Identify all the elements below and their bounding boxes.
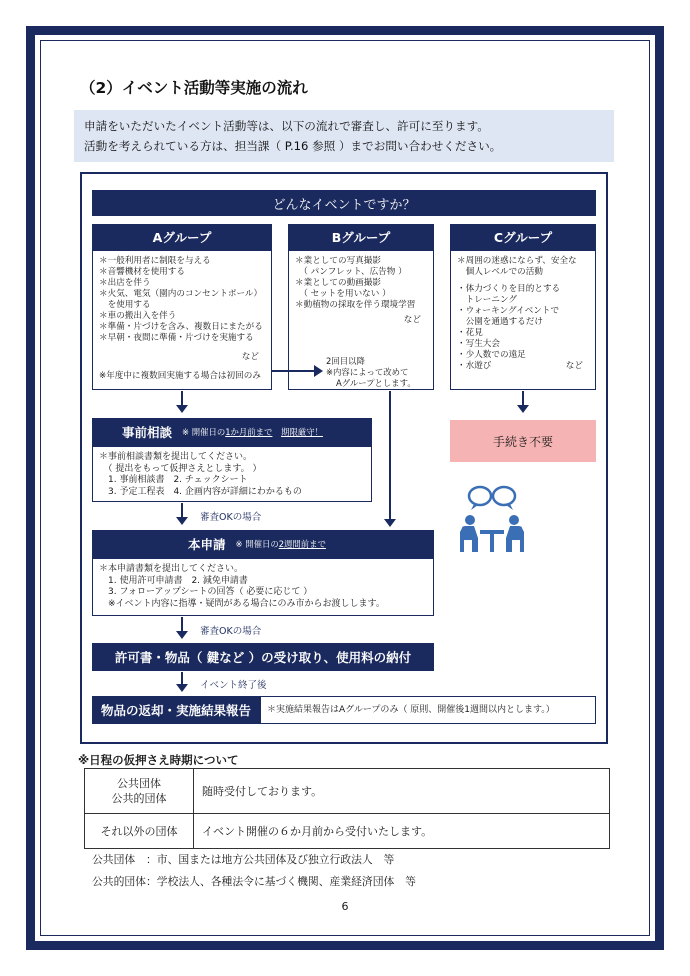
repeat-note-line: ※内容によって改めて [326, 367, 409, 377]
main-apply-note [236, 538, 326, 550]
group-c-line: ・少人数での遠足 [457, 350, 526, 360]
group-c-line: 公園を通過するだけ [457, 317, 543, 327]
definition-line-1: 公共団体 ：市、国または地方公共団体及び独立行政法人 等 [92, 853, 395, 866]
group-a-line: ＊準備・片づけを含み、複数日にまたがる [99, 322, 263, 332]
group-a-line: ＊一般利用者に制限を与える [99, 256, 211, 266]
main-apply-title: 本申請 [188, 537, 226, 552]
group-c-line: ・ウォーキングイベントで [457, 306, 560, 316]
permit-bar: 許可書・物品（ 鍵など ）の受け取り、使用料の納付 [92, 643, 434, 671]
pre-consult-note-prefix: ※ 開催日の [182, 427, 226, 437]
group-c-line: ＊周囲の迷惑にならず、安全な [457, 256, 577, 266]
table-value: 随時受付しております。 [194, 769, 610, 814]
group-b-line: ＊動植物の採取を伴う環境学習 [295, 300, 416, 310]
repeat-arrow-head [314, 365, 323, 377]
group-c-line: トレーニング [457, 295, 517, 305]
group-c-header: Cグループ [450, 224, 596, 250]
group-c-line: ・花見 [457, 328, 483, 338]
group-a-note: ※年度中に複数回実施する場合は初回のみ [99, 371, 261, 381]
review-ok-label-2: 審査OKの場合 [200, 626, 262, 637]
question-header: どんなイベントですか？ [92, 190, 596, 216]
pre-consult-line: ＊事前相談書類を提出してください。 [99, 452, 253, 462]
group-a-line: ＊出店を伴う [99, 278, 151, 288]
arrow-c-head [517, 405, 529, 413]
table-value: イベント開催の６か月前から受付いたします。 [194, 814, 610, 849]
return-note: ＊実施結果報告はAグループのみ（ 原則、開催後1週間以内とします。） [260, 696, 596, 724]
arrow-review-1-head [176, 517, 188, 525]
table-key [85, 769, 194, 814]
main-apply-line: 3. フォローアップシートの回答（ 必要に応じて ） [99, 587, 313, 597]
main-apply-note-period: 2週間前まで [278, 539, 326, 549]
group-b-line: （ パンフレット、広告物 ） [295, 267, 407, 277]
repeat-note [326, 356, 416, 389]
group-b-line: ＊業としての写真撮影 [295, 256, 381, 266]
group-c-box [450, 250, 596, 390]
group-a-line: を使用する [99, 300, 151, 310]
group-a-etc: など [241, 352, 259, 362]
page-number: 6 [341, 900, 349, 913]
group-b-header: Bグループ [288, 224, 434, 250]
group-b-line: ＊業としての動画撮影 [295, 278, 381, 288]
group-a-line: ＊火気、電気（園内のコンセントポール） [99, 289, 263, 299]
group-c-line: ・体力づくりを目的とする [457, 284, 561, 294]
pre-consult-note [182, 426, 323, 438]
group-c-line: 個人レベルでの活動 [457, 267, 543, 277]
repeat-note-line: 2回目以降 [326, 356, 365, 366]
group-a-header: Aグループ [92, 224, 272, 250]
arrow-review-2-head [176, 631, 188, 639]
no-procedure-box: 手続き不要 [450, 420, 596, 462]
group-c-etc: など [565, 361, 583, 371]
event-end-label: イベント終了後 [200, 680, 267, 691]
group-b-line: （ セットを用いない ） [295, 289, 391, 299]
group-a-line: ＊早朝・夜間に準備・片づけを実施する [99, 333, 254, 343]
group-a-box [92, 250, 272, 390]
meeting-people-icon [456, 482, 536, 554]
pre-consult-header [92, 418, 372, 446]
main-apply-line: 1. 使用許可申請書 2. 減免申請書 [99, 575, 248, 586]
group-a-line: ＊音響機材を使用する [99, 267, 185, 277]
table-key: それ以外の団体 [85, 814, 194, 849]
pre-consult-line: 1. 事前相談書 2. チェックシート [99, 475, 248, 485]
group-b-etc: など [403, 315, 421, 325]
main-apply-line: ※イベント内容に指導・疑問がある場合にのみ市からお渡しします。 [99, 598, 385, 609]
notice-title: ※日程の仮押さえ時期について [78, 753, 239, 767]
arrow-event-end-head [176, 684, 188, 692]
repeat-arrow-line [272, 370, 316, 372]
review-ok-label-1: 審査OKの場合 [200, 512, 262, 523]
main-apply-note-prefix: ※ 開催日の [235, 539, 279, 549]
arrow-b-line [389, 391, 391, 521]
arrow-b-head [384, 519, 396, 527]
main-apply-line: ＊本申請書類を提出してください。 [99, 564, 244, 574]
table-row [85, 769, 610, 814]
section-title: （2）イベント活動等実施の流れ [80, 79, 308, 97]
definition-line-2: 公共的団体：学校法人、各種法令に基づく機関、産業経済団体 等 [92, 875, 416, 888]
main-apply-box [92, 558, 434, 616]
group-a-line: ＊車の搬出入を伴う [99, 311, 177, 321]
group-c-line: ・水遊び [457, 361, 492, 371]
return-header: 物品の返却・実施結果報告 [92, 696, 260, 724]
pre-consult-line: 3. 予定工程表 4. 企画内容が詳細にわかるもの [99, 486, 302, 497]
intro-line-1: 申請をいただいたイベント活動等は、以下の流れで審査し、許可に至ります。 [84, 119, 489, 133]
pre-consult-deadline: 期限厳守！ [281, 427, 323, 437]
pre-consult-note-period: 1か月前まで [225, 427, 273, 437]
group-c-line: ・写生大会 [457, 339, 500, 349]
table-row [85, 814, 610, 849]
pre-consult-line: （ 提出をもって仮押さえとします。 ） [99, 463, 262, 474]
arrow-a-head [176, 405, 188, 413]
table-key-line: 公共団体 [117, 777, 161, 790]
repeat-note-line: Aグループとします。 [336, 378, 416, 388]
intro-line-2: 活動を考えられている方は、担当課（ P.16 参照 ）までお問い合わせください。 [84, 139, 502, 153]
table-key-line: 公共的団体 [111, 792, 167, 805]
notice-table [84, 768, 610, 849]
intro-box [74, 110, 614, 162]
main-apply-header [92, 530, 434, 558]
pre-consult-box [92, 446, 372, 502]
pre-consult-title: 事前相談 [122, 425, 173, 440]
